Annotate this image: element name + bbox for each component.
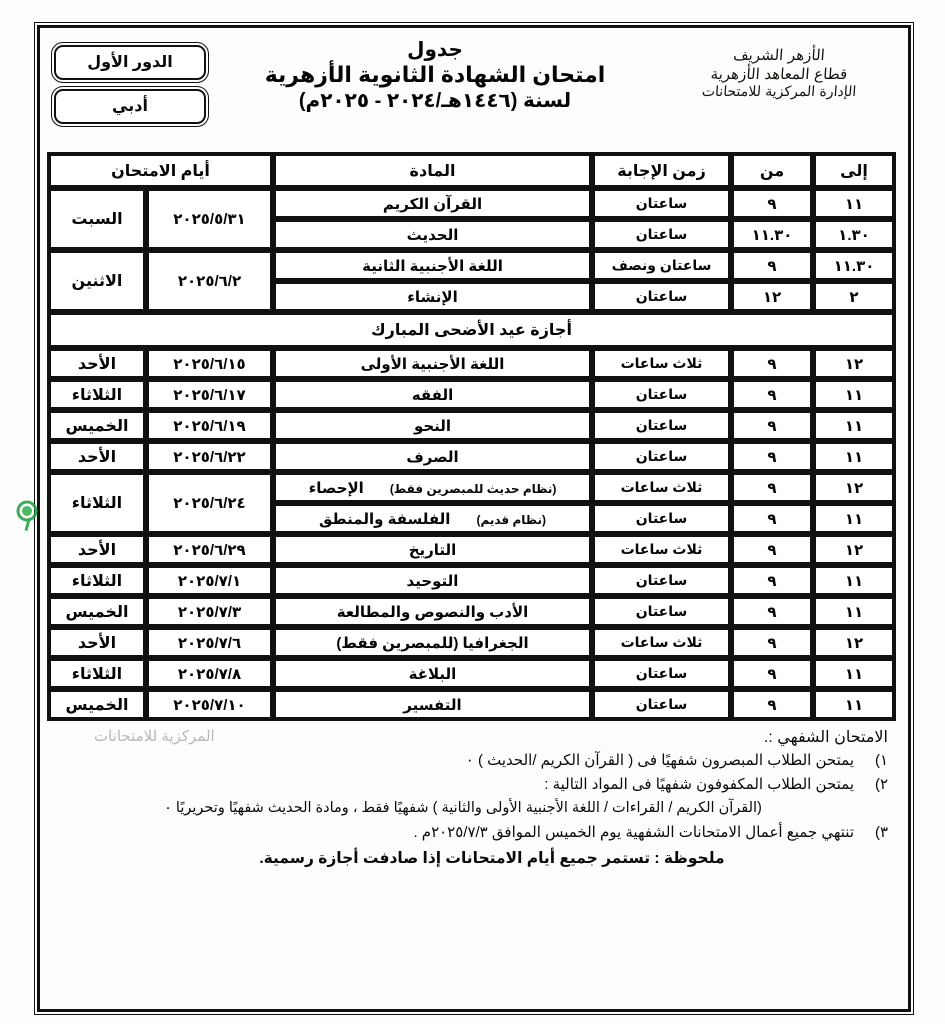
cell-date: ٢٠٢٥/٦/١٧: [147, 380, 272, 409]
cell-time-to: ١١: [814, 411, 894, 440]
cell-duration: ساعتان: [593, 411, 730, 440]
schedule-table-wrap: [50, 152, 898, 721]
subject-note: (نظام حديث للمبصرين فقط): [389, 481, 557, 496]
cell-time-to: ١١: [814, 659, 894, 688]
logo-line-1: الأزهر الشريف: [732, 46, 826, 64]
cell-time-from: ٩: [732, 535, 812, 564]
cell-time-to: ١١: [814, 442, 894, 471]
cell-subject: الإنشاء: [274, 282, 591, 311]
cell-time-from: ٩: [732, 566, 812, 595]
cell-day: الثلاثاء: [49, 380, 145, 409]
cell-time-from: ٩: [732, 597, 812, 626]
cell-subject: [274, 504, 591, 533]
cell-time-from: ٩: [732, 442, 812, 471]
cell-date: ٢٠٢٥/٦/٢٢: [147, 442, 272, 471]
table-row: [49, 597, 894, 626]
cell-day: الخميس: [49, 690, 145, 719]
note-item: [56, 750, 888, 773]
logo-line-3: الإدارة المركزية للامتحانات: [701, 83, 857, 100]
watermark-text: المركزية للامتحانات: [94, 728, 215, 745]
table-row: [49, 349, 894, 378]
cell-duration: ثلاث ساعات: [593, 473, 730, 502]
cell-time-to: ١٢: [814, 349, 894, 378]
cell-time-to: ١١: [814, 597, 894, 626]
cell-date: ٢٠٢٥/٥/٣١: [147, 189, 272, 249]
cell-duration: ساعتان: [593, 282, 730, 311]
cell-date: ٢٠٢٥/٧/٣: [147, 597, 272, 626]
cell-duration: ثلاث ساعات: [593, 535, 730, 564]
cell-date: ٢٠٢٥/٦/١٥: [147, 349, 272, 378]
cell-time-from: ٩: [732, 504, 812, 533]
page-title: [206, 36, 664, 114]
cell-day: الثلاثاء: [49, 566, 145, 595]
cell-duration: ساعتان: [593, 189, 730, 218]
cell-subject: [274, 473, 591, 502]
cell-subject: التاريخ: [274, 535, 591, 564]
table-row: [49, 189, 894, 218]
cell-date: ٢٠٢٥/٦/١٩: [147, 411, 272, 440]
logo-line-2: قطاع المعاهد الأزهرية: [710, 64, 848, 83]
note-item: [56, 774, 888, 797]
cell-time-from: ١١.٣٠: [732, 220, 812, 249]
note-final-remark: ملحوظة : تستمر جميع أيام الامتحانات إذا صادفت أجازة رسمية.: [259, 850, 725, 868]
cell-time-from: ٩: [732, 189, 812, 218]
title-line-2: امتحان الشهادة الثانوية الأزهرية: [264, 62, 606, 88]
cell-subject: اللغة الأجنبية الثانية: [274, 251, 591, 280]
table-row: [49, 473, 894, 502]
table-row: [49, 251, 894, 280]
cell-time-to: ١١: [814, 504, 894, 533]
cell-day: الخميس: [49, 411, 145, 440]
note-text: يمتحن الطلاب المبصرون شفهيًا فى ( القرآن الكريم /الحديث ) ٠: [465, 752, 854, 769]
cell-date: ٢٠٢٥/٧/٨: [147, 659, 272, 688]
cell-day: السبت: [49, 189, 145, 249]
title-line-1: جدول: [407, 39, 463, 61]
note-number: ٢): [874, 775, 888, 793]
cell-duration: ساعتان: [593, 504, 730, 533]
cell-duration: ساعتان: [593, 597, 730, 626]
note-subtext: (القرآن الكريم / القراءات / اللغة الأجنبية الأولى والثانية ) شفهيًا فقط ، ومادة الحديث شفهيًا وتحريريًا ٠: [164, 800, 762, 816]
document-frame: [37, 25, 911, 1012]
cell-date: ٢٠٢٥/٦/٢: [147, 251, 272, 311]
col-header-to: إلى: [814, 154, 894, 187]
cell-duration: ساعتان: [593, 380, 730, 409]
cell-duration: ساعتان: [593, 442, 730, 471]
table-row: [49, 628, 894, 657]
cell-day: الثلاثاء: [49, 659, 145, 688]
cell-subject: القرآن الكريم: [274, 189, 591, 218]
cell-day: الأحد: [49, 442, 145, 471]
cell-time-from: ٩: [732, 690, 812, 719]
cell-time-from: ٩: [732, 251, 812, 280]
cell-time-to: ١١: [814, 566, 894, 595]
cell-date: ٢٠٢٥/٧/٦: [147, 628, 272, 657]
notes-title: الامتحان الشفهي :.: [763, 729, 888, 746]
table-header-row: [49, 154, 894, 187]
table-head: [49, 154, 894, 187]
cell-time-from: ٩: [732, 628, 812, 657]
cell-time-from: ٩: [732, 349, 812, 378]
cell-subject: الحديث: [274, 220, 591, 249]
cell-time-to: ١١.٣٠: [814, 251, 894, 280]
cell-time-from: ١٢: [732, 282, 812, 311]
cell-duration: ثلاث ساعات: [593, 349, 730, 378]
col-header-duration: زمن الإجابة: [593, 154, 730, 187]
cell-day: الأحد: [49, 349, 145, 378]
table-row: [49, 442, 894, 471]
cell-duration: ساعتان: [593, 220, 730, 249]
cell-duration: ثلاث ساعات: [593, 628, 730, 657]
cell-duration: ساعتان: [593, 690, 730, 719]
table-row: [49, 659, 894, 688]
cell-date: ٢٠٢٥/٧/١: [147, 566, 272, 595]
table-row: [49, 535, 894, 564]
cell-date: ٢٠٢٥/٧/١٠: [147, 690, 272, 719]
cell-subject: اللغة الأجنبية الأولى: [274, 349, 591, 378]
cell-time-from: ٩: [732, 659, 812, 688]
cell-time-from: ٩: [732, 380, 812, 409]
subject-name: الإحصاء: [308, 479, 364, 497]
cell-time-to: ١١: [814, 189, 894, 218]
cell-date: ٢٠٢٥/٦/٢٩: [147, 535, 272, 564]
cell-time-from: ٩: [732, 473, 812, 502]
cell-subject: النحو: [274, 411, 591, 440]
cell-subject: التوحيد: [274, 566, 591, 595]
col-header-subject: المادة: [274, 154, 591, 187]
footnotes: [50, 721, 898, 868]
cell-day: الأحد: [49, 628, 145, 657]
holiday-row: [49, 313, 894, 347]
cell-subject: الجغرافيا (للمبصرين فقط): [274, 628, 591, 657]
subject-note: (نظام قديم): [476, 512, 546, 527]
holiday-label: أجازة عيد الأضحى المبارك: [49, 313, 894, 347]
cell-day: الخميس: [49, 597, 145, 626]
cell-time-to: ١٢: [814, 473, 894, 502]
cell-duration: ساعتان ونصف: [593, 251, 730, 280]
note-text: تنتهي جميع أعمال الامتحانات الشفهية يوم الخميس الموافق ٢٠٢٥/٧/٣م .: [413, 823, 854, 841]
title-line-3: لسنة (١٤٤٦هـ/٢٠٢٤ - ٢٠٢٥م): [298, 90, 572, 113]
cell-time-to: ٢: [814, 282, 894, 311]
cell-time-to: ١٢: [814, 628, 894, 657]
cell-time-to: ١١: [814, 690, 894, 719]
header-badges: [54, 36, 206, 124]
cell-day: الثلاثاء: [49, 473, 145, 533]
cell-subject: الأدب والنصوص والمطالعة: [274, 597, 591, 626]
col-header-from: من: [732, 154, 812, 187]
table-body: [49, 189, 894, 719]
cell-time-to: ١٢: [814, 535, 894, 564]
note-text: يمتحن الطلاب المكفوفون شفهيًا فى المواد التالية :: [544, 775, 854, 793]
col-header-day: أيام الامتحان: [49, 154, 272, 187]
cell-time-to: ١.٣٠: [814, 220, 894, 249]
cell-subject: الصرف: [274, 442, 591, 471]
table-row: [49, 380, 894, 409]
cell-subject: البلاغة: [274, 659, 591, 688]
note-number: ١): [874, 752, 888, 769]
badge-track: أدبي: [54, 89, 206, 124]
badge-round: الدور الأول: [54, 45, 206, 80]
document-header: [50, 34, 898, 152]
cell-duration: ساعتان: [593, 566, 730, 595]
cell-subject: التفسير: [274, 690, 591, 719]
subject-name: الفلسفة والمنطق: [319, 510, 451, 528]
table-row: [49, 566, 894, 595]
azhar-logo: [664, 36, 894, 101]
note-item: [56, 822, 888, 845]
exam-schedule-table: [47, 152, 896, 721]
cell-time-to: ١١: [814, 380, 894, 409]
table-row: [49, 690, 894, 719]
cell-time-from: ٩: [732, 411, 812, 440]
note-number: ٣): [874, 823, 888, 841]
table-row: [49, 411, 894, 440]
cell-day: الاثنين: [49, 251, 145, 311]
cell-subject: الفقه: [274, 380, 591, 409]
cell-date: ٢٠٢٥/٦/٢٤: [147, 473, 272, 533]
cell-day: الأحد: [49, 535, 145, 564]
cell-duration: ساعتان: [593, 659, 730, 688]
